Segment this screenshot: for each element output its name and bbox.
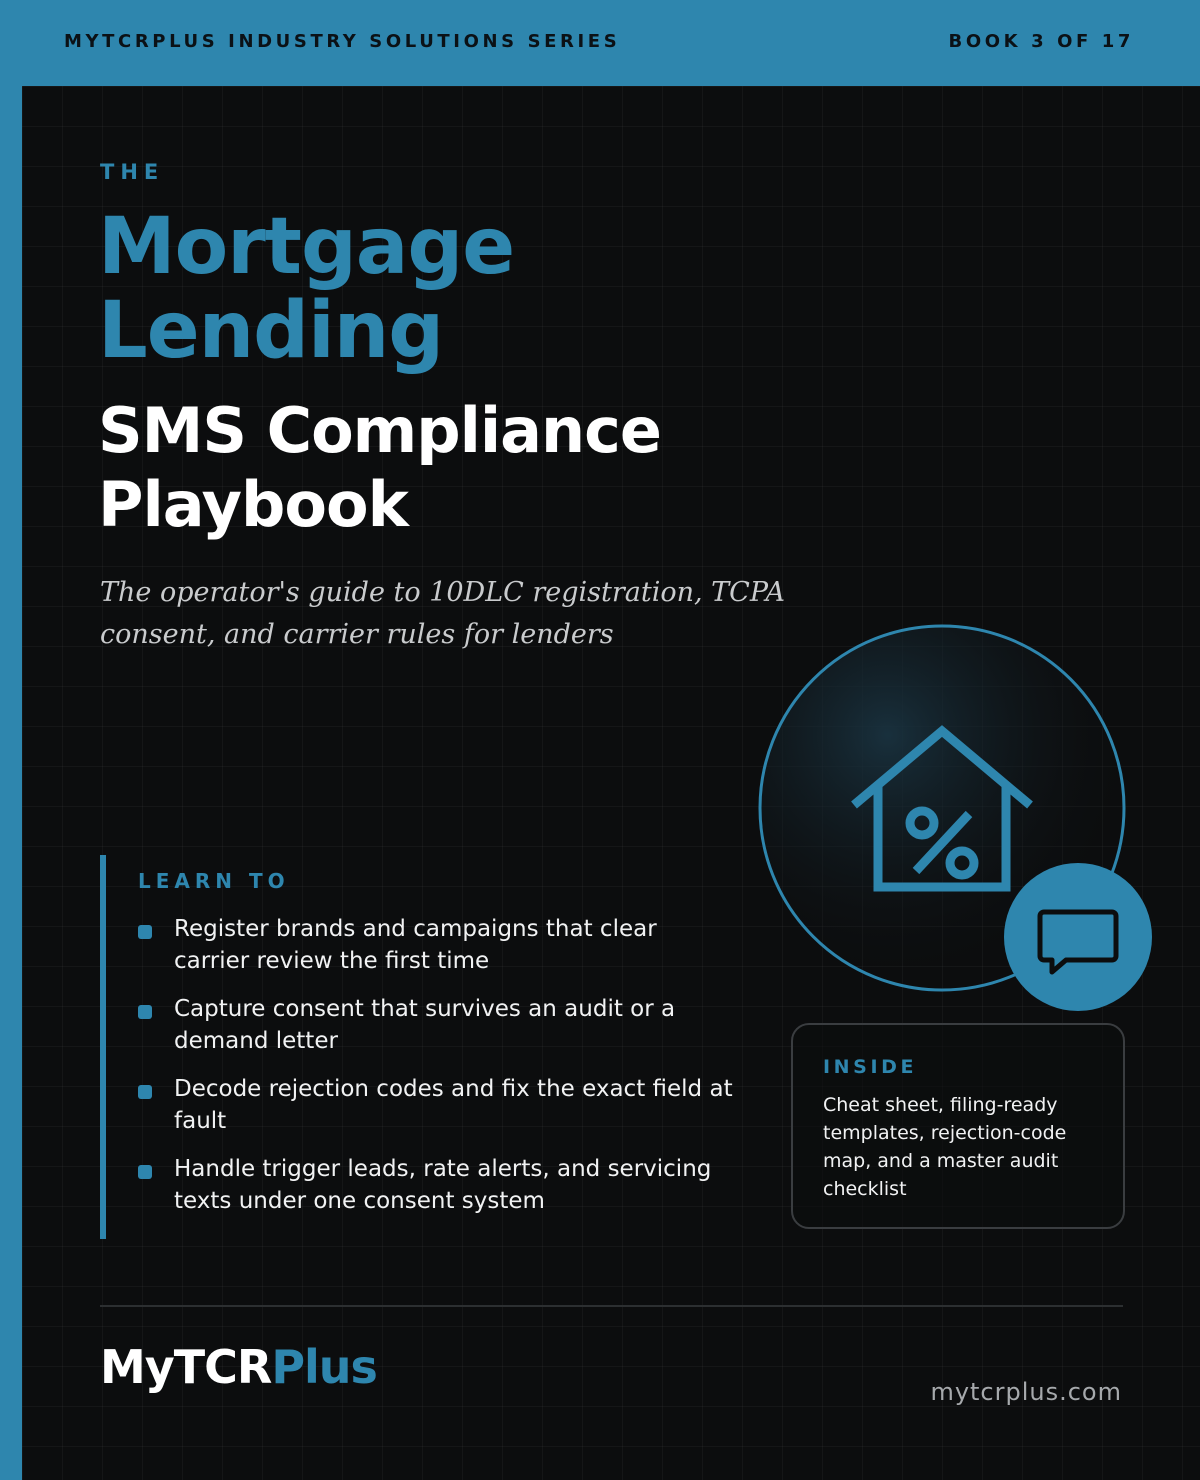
book-number: BOOK 3 OF 17 <box>948 31 1134 52</box>
bullet-icon <box>138 1165 152 1179</box>
bullet-icon <box>138 1085 152 1099</box>
emblem <box>750 615 1170 1035</box>
inside-box <box>791 1023 1125 1229</box>
left-accent-stripe <box>0 86 22 1480</box>
title-line-4: Playbook <box>98 468 408 541</box>
list-item-text: Handle trigger leads, rate alerts, and servicing texts under one consent system <box>174 1156 712 1214</box>
learn-to-list <box>138 913 738 1233</box>
inside-label: INSIDE <box>823 1056 918 1078</box>
bullet-icon <box>138 925 152 939</box>
emblem-graphic <box>750 615 1170 1035</box>
brand-logo-part-1: MyTCR <box>100 1340 272 1394</box>
title-line-1: Mortgage <box>98 202 515 292</box>
title-industry <box>98 202 515 376</box>
title-line-3: SMS Compliance <box>98 394 661 467</box>
title-main <box>98 394 661 542</box>
brand-logo-part-2: Plus <box>271 1340 377 1394</box>
brand-logo <box>100 1340 377 1394</box>
learn-to-label: LEARN TO <box>138 869 290 893</box>
title-eyebrow: THE <box>100 160 165 184</box>
website-url[interactable]: mytcrplus.com <box>930 1378 1122 1406</box>
bullet-icon <box>138 1005 152 1019</box>
list-item <box>138 1073 738 1137</box>
footer-divider <box>100 1305 1123 1307</box>
list-item <box>138 993 738 1057</box>
list-item <box>138 913 738 977</box>
list-item-text: Decode rejection codes and fix the exact field at fault <box>174 1076 733 1134</box>
learn-to-section <box>100 855 746 1239</box>
list-item-text: Capture consent that survives an audit or a demand letter <box>174 996 676 1054</box>
chat-bubble-icon <box>1004 863 1152 1011</box>
inside-description: Cheat sheet, filing-ready templates, rejection-code map, and a master audit checklist <box>823 1094 1067 1200</box>
series-header-bar <box>0 0 1200 86</box>
series-title: MYTCRPLUS INDUSTRY SOLUTIONS SERIES <box>64 31 621 52</box>
list-item <box>138 1153 738 1217</box>
list-item-text: Register brands and campaigns that clear carrier review the first time <box>174 916 657 974</box>
subtitle: The operator's guide to 10DLC registration, TCPA consent, and carrier rules for lenders <box>100 577 786 650</box>
title-line-2: Lending <box>98 286 444 376</box>
